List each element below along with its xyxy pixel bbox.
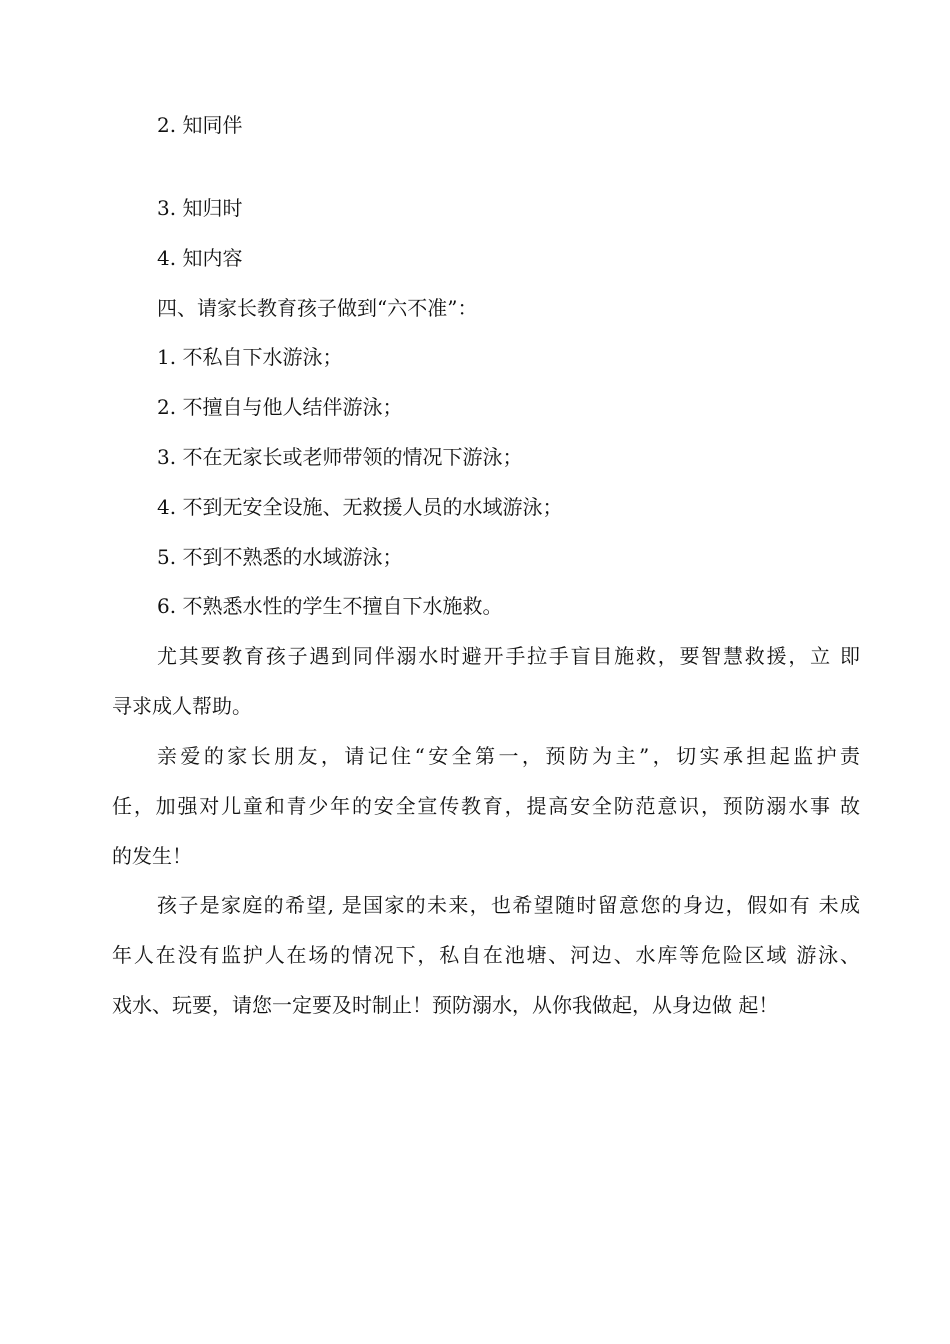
paragraph-rescue-line-2: 寻求成人帮助。 [112,694,252,718]
rule-item-2: 2. 不擅自与他人结伴游泳； [157,395,403,419]
rule-item-3: 3. 不在无家长或老师带领的情况下游泳； [157,445,523,469]
paragraph-parents-line-2: 任，加强对儿童和青少年的安全宣传教育，提高安全防范意识，预防溺水事 故 [112,794,860,818]
paragraph-children-line-2: 年人在没有监护人在场的情况下，私自在池塘、河边、水库等危险区域 游泳、 [112,943,860,967]
paragraph-parents-line-3: 的发生！ [112,844,192,868]
list-item-know-content: 4. 知内容 [157,246,243,270]
rule-item-6: 6. 不熟悉水性的学生不擅自下水施救。 [157,594,503,618]
paragraph-children-line-1: 孩子是家庭的希望, 是国家的未来，也希望随时留意您的身边，假如有 未成 [157,893,860,917]
list-item-know-return-time: 3. 知归时 [157,196,243,220]
rule-item-1: 1. 不私自下水游泳； [157,345,343,369]
rule-item-5: 5. 不到不熟悉的水域游泳； [157,545,403,569]
rule-item-4: 4. 不到无安全设施、无救援人员的水域游泳； [157,495,563,519]
list-item-know-companion: 2. 知同伴 [157,113,243,137]
section-heading-six-rules: 四、请家长教育孩子做到“六不准”： [157,296,478,320]
paragraph-children-line-3: 戏水、玩要，请您一定要及时制止！预防溺水，从你我做起，从身边做 起！ [112,993,779,1017]
paragraph-rescue-line-1: 尤其要教育孩子遇到同伴溺水时避开手拉手盲目施救，要智慧救援，立 即 [157,644,860,668]
paragraph-parents-line-1: 亲爱的家长朋友，请记住“安全第一，预防为主”，切实承担起监护责 [157,744,860,768]
